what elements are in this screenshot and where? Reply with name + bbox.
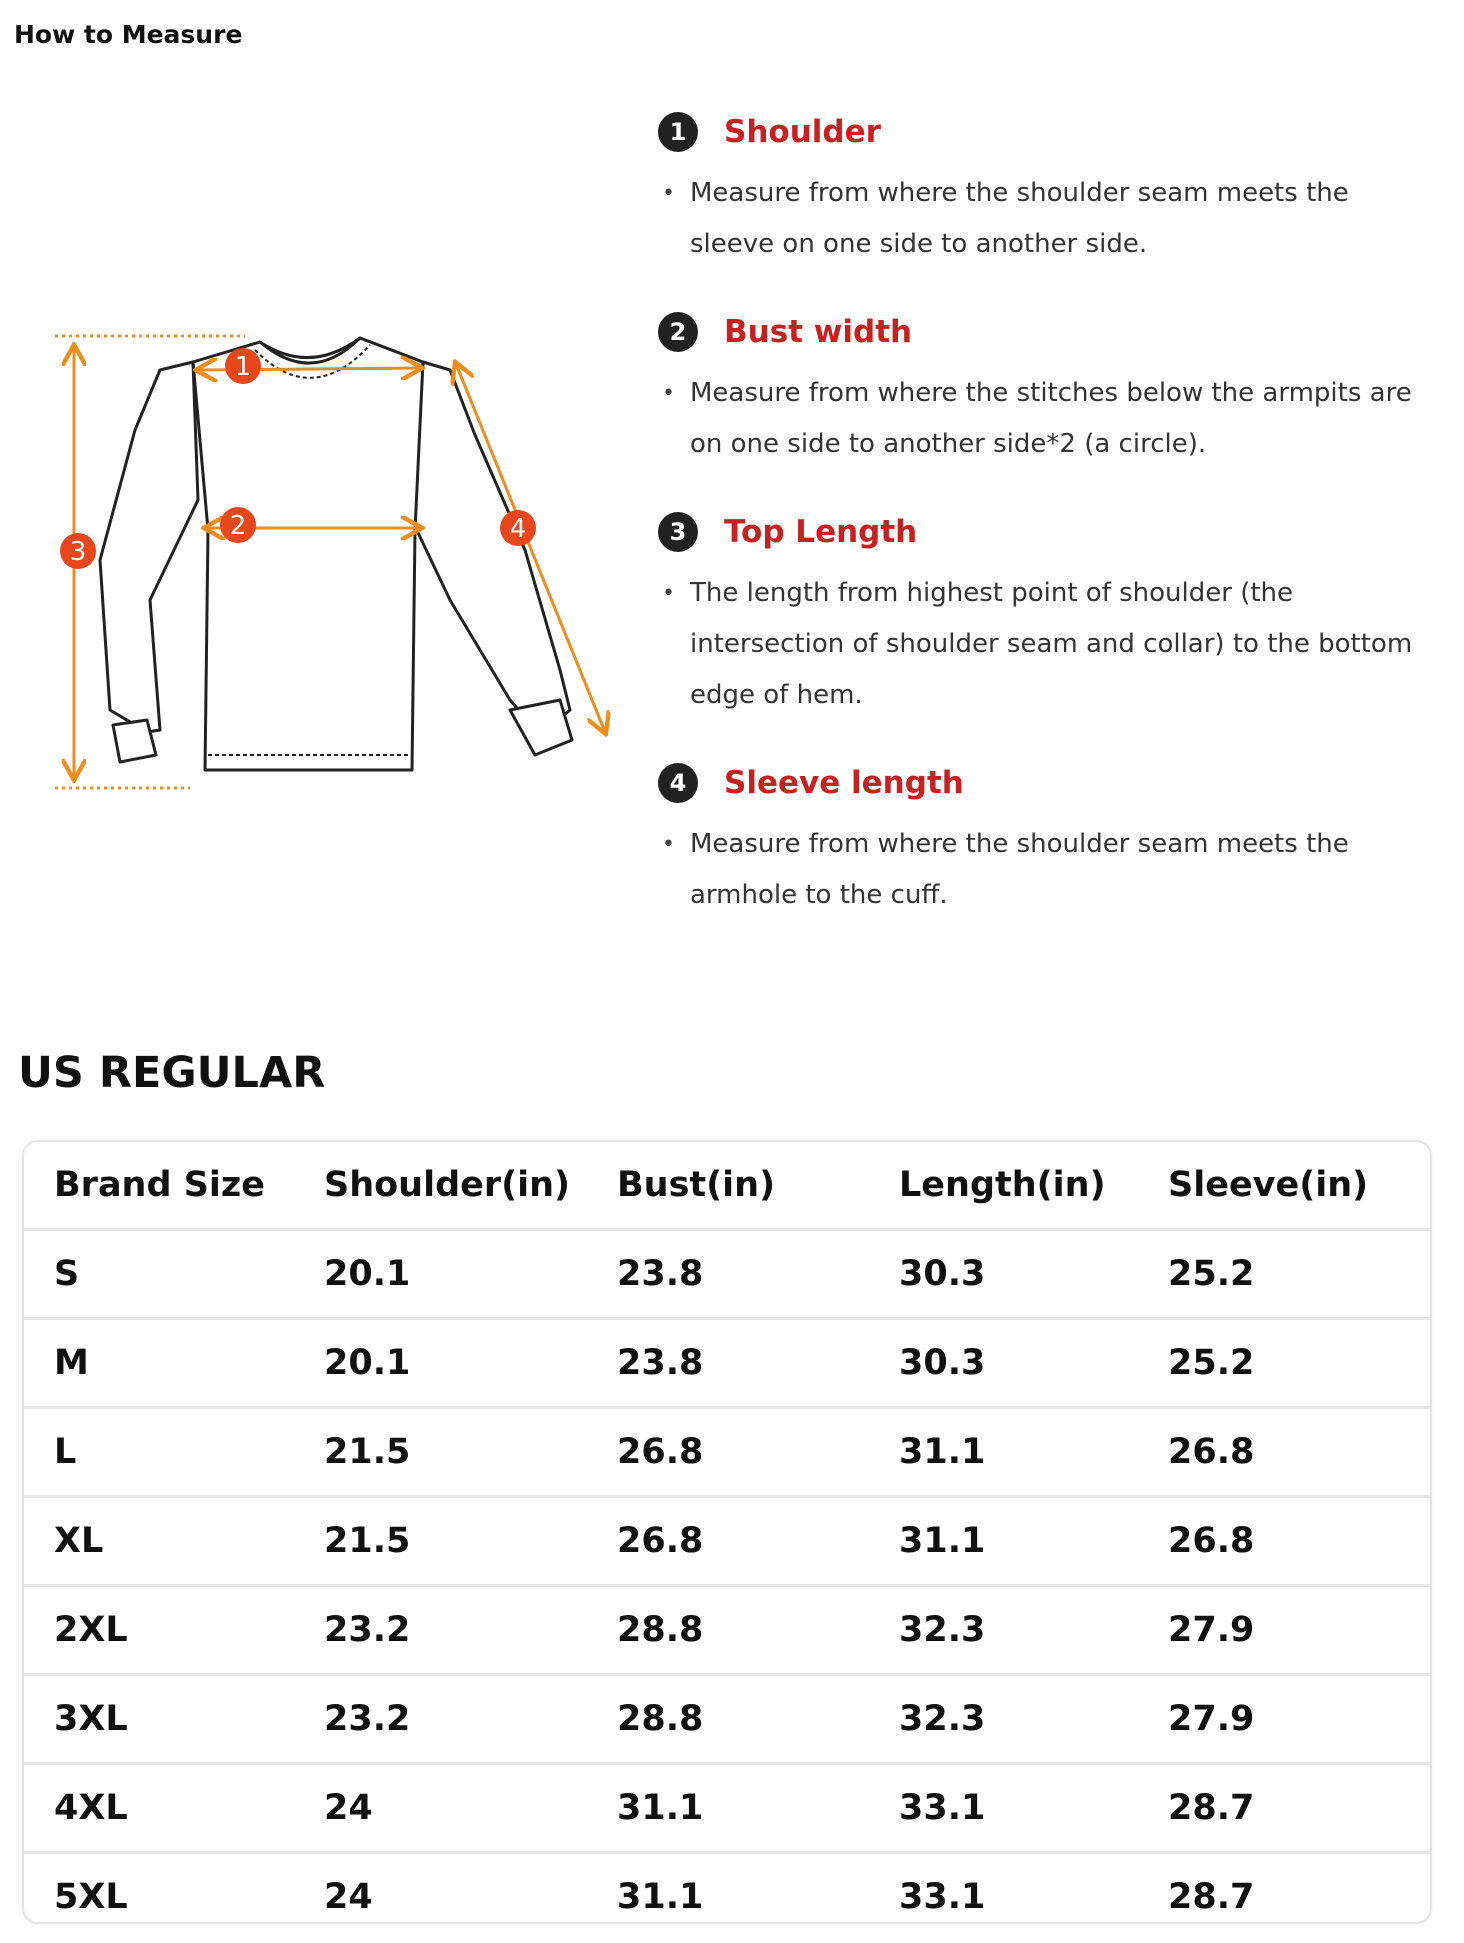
- svg-text:2: 2: [229, 511, 247, 541]
- table-row: [24, 1497, 1430, 1586]
- table-cell: 26.8: [1138, 1497, 1430, 1586]
- marker-3: [60, 533, 96, 569]
- table-cell: 21.5: [294, 1408, 587, 1497]
- table-cell: 3XL: [24, 1675, 294, 1764]
- marker-2: [220, 507, 256, 543]
- table-cell: 2XL: [24, 1586, 294, 1675]
- column-header: Bust(in): [587, 1142, 869, 1230]
- table-cell: 25.2: [1138, 1230, 1430, 1319]
- table-row: [24, 1319, 1430, 1408]
- page-heading: How to Measure: [14, 20, 243, 49]
- step-shoulder: [658, 110, 1418, 270]
- table-cell: 32.3: [869, 1675, 1138, 1764]
- table-row: [24, 1408, 1430, 1497]
- table-header-row: [24, 1142, 1430, 1230]
- step-description: • Measure from where the shoulder seam meets the armhole to the cuff.: [658, 819, 1418, 921]
- svg-text:4: 4: [509, 514, 527, 544]
- column-header: Length(in): [869, 1142, 1138, 1230]
- table-cell: 30.3: [869, 1230, 1138, 1319]
- table-cell: 4XL: [24, 1764, 294, 1853]
- marker-1: [225, 348, 261, 384]
- step-number-badge: 4: [658, 763, 698, 803]
- step-number-badge: 3: [658, 512, 698, 552]
- svg-text:1: 1: [234, 352, 252, 382]
- step-title: Sleeve length: [724, 765, 964, 801]
- bullet-icon: •: [662, 581, 675, 606]
- table-cell: 28.7: [1168, 1877, 1255, 1917]
- table-cell: 5XL: [54, 1877, 128, 1917]
- table-cell: 25.2: [1138, 1319, 1430, 1408]
- table-cell: S: [24, 1230, 294, 1319]
- table-cell: 27.9: [1138, 1586, 1430, 1675]
- table-cell: 28.8: [587, 1586, 869, 1675]
- step-top-length: [658, 510, 1418, 721]
- step-number-badge: 1: [658, 112, 698, 152]
- table-cell: 32.3: [869, 1586, 1138, 1675]
- table-cell: 30.3: [869, 1319, 1138, 1408]
- column-header: Brand Size: [24, 1142, 294, 1230]
- table-cell: 33.1: [899, 1877, 986, 1917]
- bullet-icon: •: [662, 381, 675, 406]
- table-cell: 28.8: [587, 1675, 869, 1764]
- table-cell: 31.1: [869, 1408, 1138, 1497]
- table-cell: 24: [294, 1764, 587, 1853]
- step-title: Shoulder: [724, 114, 881, 150]
- table-cell: XL: [24, 1497, 294, 1586]
- step-title: Top Length: [724, 514, 918, 550]
- table-cell: 28.7: [1138, 1764, 1430, 1853]
- table-row: [24, 1853, 1430, 1925]
- column-header: Shoulder(in): [294, 1142, 587, 1230]
- table-row: [24, 1230, 1430, 1319]
- table-cell: 31.1: [587, 1764, 869, 1853]
- step-description: • Measure from where the shoulder seam meets the sleeve on one side to another side.: [658, 168, 1418, 270]
- table-cell: 31.1: [869, 1497, 1138, 1586]
- measure-instructions: [658, 110, 1418, 961]
- bullet-icon: •: [662, 181, 675, 206]
- table-cell: 24: [324, 1877, 373, 1917]
- table-row: [24, 1764, 1430, 1853]
- step-description: • The length from highest point of shoulder (the intersection of shoulder seam and collar) to the bottom edge of hem.: [658, 568, 1418, 721]
- table-cell: 26.8: [587, 1408, 869, 1497]
- step-sleeve-length: [658, 761, 1418, 921]
- step-bust-width: [658, 310, 1418, 470]
- table-cell: 33.1: [869, 1764, 1138, 1853]
- table-row: [24, 1675, 1430, 1764]
- table-cell: 20.1: [294, 1319, 587, 1408]
- table-cell: 26.8: [1138, 1408, 1430, 1497]
- column-header: Sleeve(in): [1138, 1142, 1430, 1230]
- svg-text:3: 3: [69, 537, 87, 567]
- section-title: US REGULAR: [18, 1048, 326, 1098]
- bullet-icon: •: [662, 832, 675, 857]
- step-description: • Measure from where the stitches below the armpits are on one side to another side*2 (a circle).: [658, 368, 1418, 470]
- table-cell: M: [24, 1319, 294, 1408]
- table-cell: 23.2: [294, 1586, 587, 1675]
- size-table: [24, 1142, 1430, 1924]
- table-row: [24, 1586, 1430, 1675]
- table-cell: 23.8: [587, 1319, 869, 1408]
- step-title: Bust width: [724, 314, 913, 350]
- table-cell: 20.1: [294, 1230, 587, 1319]
- table-cell: 26.8: [587, 1497, 869, 1586]
- size-chart: [22, 1140, 1432, 1924]
- sweater-outline: [100, 338, 572, 770]
- table-cell: 31.1: [617, 1877, 704, 1917]
- table-cell: 27.9: [1138, 1675, 1430, 1764]
- table-cell: 21.5: [294, 1497, 587, 1586]
- table-cell: 23.8: [587, 1230, 869, 1319]
- table-cell: 23.2: [294, 1675, 587, 1764]
- table-cell: L: [24, 1408, 294, 1497]
- sweater-measure-diagram: [30, 300, 620, 800]
- step-number-badge: 2: [658, 312, 698, 352]
- marker-4: [500, 510, 536, 546]
